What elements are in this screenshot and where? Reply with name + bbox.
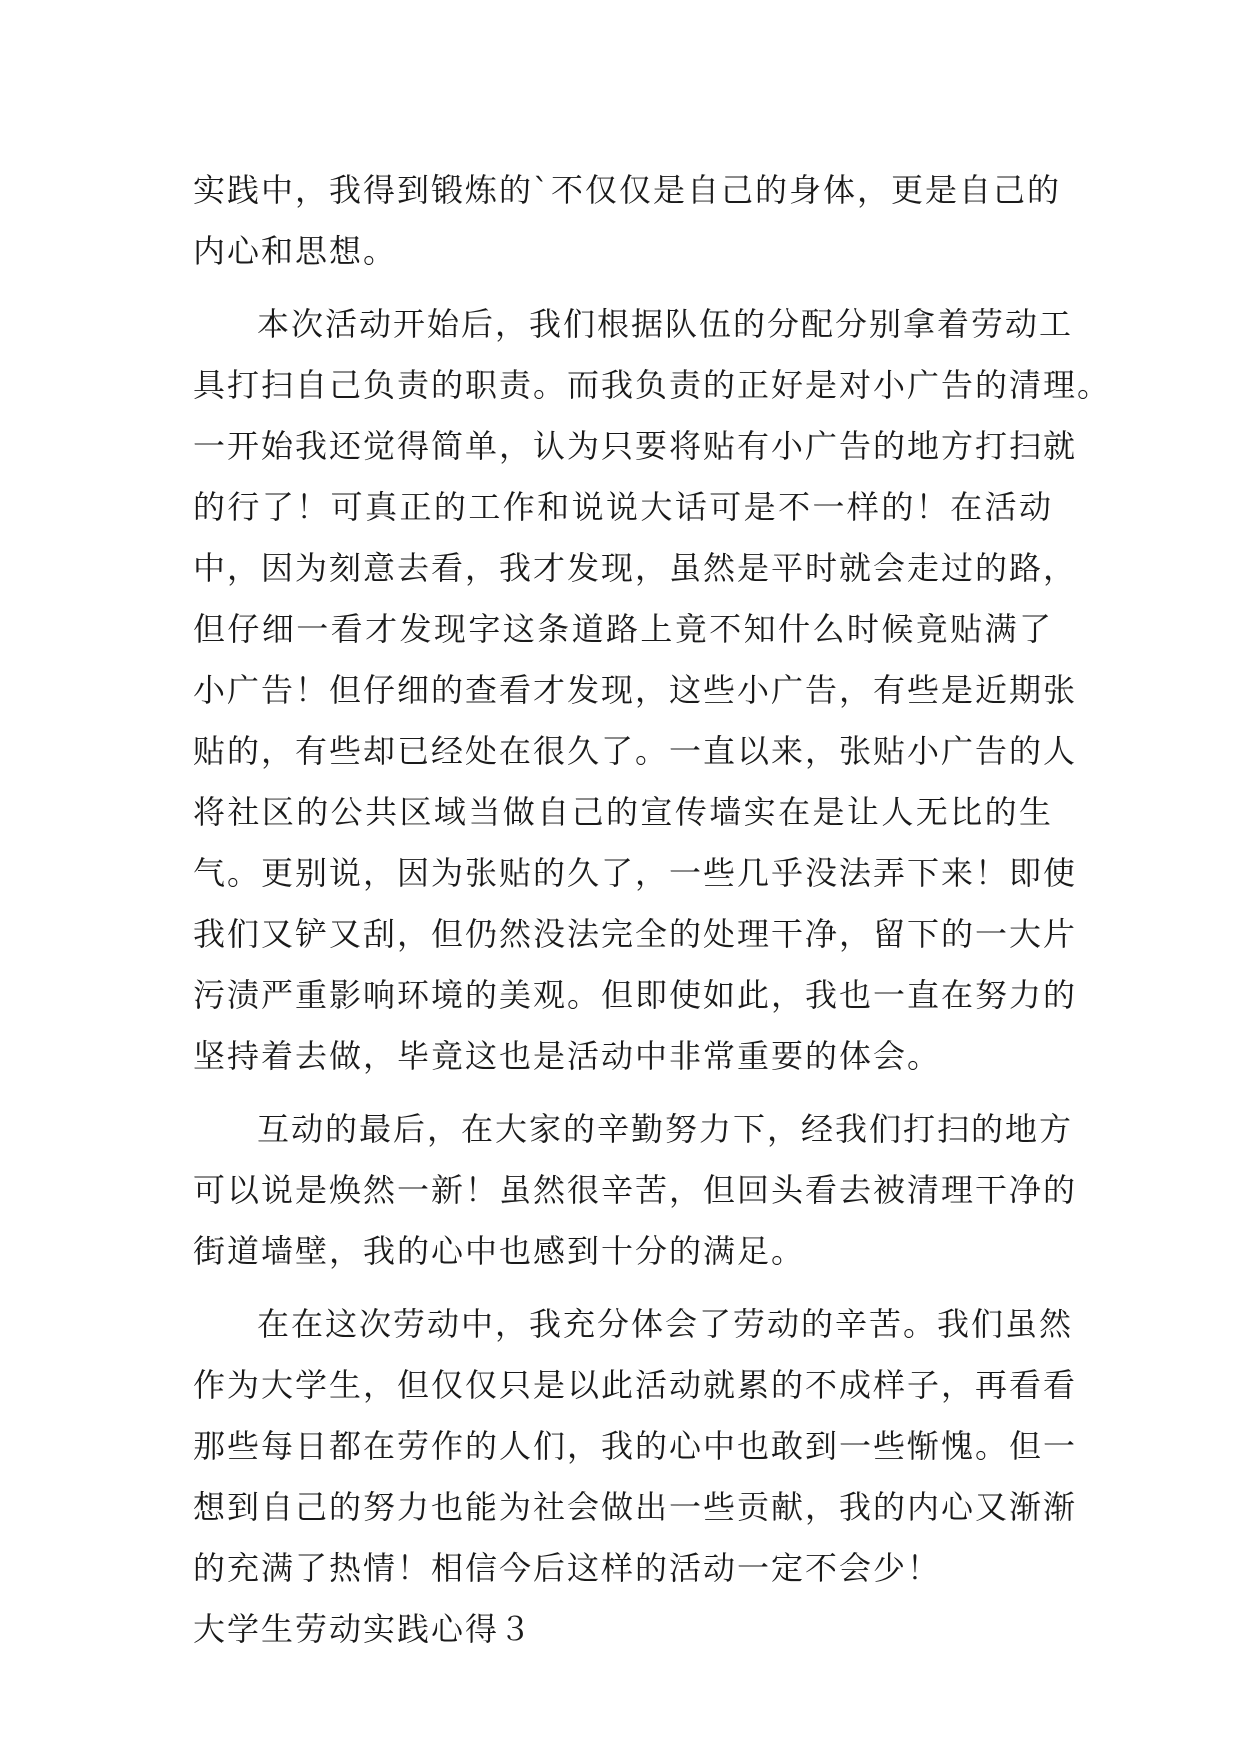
text-line: 想到自己的努力也能为社会做出一些贡献，我的内心又渐渐 xyxy=(193,1488,1078,1526)
paragraph-4 xyxy=(193,1294,1078,1599)
text-line: 的行了！可真正的工作和说说大话可是不一样的！在活动 xyxy=(193,488,1053,526)
text-line: 贴的，有些却已经处在很久了。一直以来，张贴小广告的人 xyxy=(193,732,1078,770)
text-line: 的充满了热情！相信今后这样的活动一定不会少！ xyxy=(193,1549,942,1587)
text-line: 我们又铲又刮，但仍然没法完全的处理干净，留下的一大片 xyxy=(193,915,1078,953)
text-line: 但仔细一看才发现字这条道路上竟不知什么时候竟贴满了 xyxy=(193,610,1053,648)
text-line: 中，因为刻意去看，我才发现，虽然是平时就会走过的路， xyxy=(193,549,1078,587)
text-line: 气。更别说，因为张贴的久了，一些几乎没法弄下来！即使 xyxy=(193,854,1078,892)
text-line: 那些每日都在劳作的人们，我的心中也敢到一些惭愧。但一 xyxy=(193,1427,1078,1465)
text-line: 实践中，我得到锻炼的`不仅仅是自己的身体，更是自己的 xyxy=(193,171,1062,209)
text-line: 本次活动开始后，我们根据队伍的分配分别拿着劳动工 xyxy=(257,305,1074,343)
text-line: 互动的最后，在大家的辛勤努力下，经我们打扫的地方 xyxy=(257,1110,1074,1148)
paragraph-2 xyxy=(193,294,1112,1087)
text-line: 小广告！但仔细的查看才发现，这些小广告，有些是近期张 xyxy=(193,671,1078,709)
text-line: 作为大学生，但仅仅只是以此活动就累的不成样子，再看看 xyxy=(193,1366,1078,1404)
paragraph-1 xyxy=(193,160,1062,282)
text-line: 具打扫自己负责的职责。而我负责的正好是对小广告的清理。 xyxy=(193,366,1112,404)
section-heading: 大学生劳动实践心得３ xyxy=(193,1610,534,1648)
text-line: 可以说是焕然一新！虽然很辛苦，但回头看去被清理干净的 xyxy=(193,1171,1078,1209)
text-line: 将社区的公共区域当做自己的宣传墙实在是让人无比的生 xyxy=(193,793,1053,831)
text-line: 内心和思想。 xyxy=(193,232,398,270)
text-line: 在在这次劳动中，我充分体会了劳动的辛苦。我们虽然 xyxy=(257,1305,1074,1343)
paragraph-3 xyxy=(193,1099,1078,1282)
text-line: 一开始我还觉得简单，认为只要将贴有小广告的地方打扫就 xyxy=(193,427,1078,465)
document-body xyxy=(193,160,1112,1659)
text-line: 污渍严重影响环境的美观。但即使如此，我也一直在努力的 xyxy=(193,976,1078,1014)
text-line: 街道墙壁，我的心中也感到十分的满足。 xyxy=(193,1232,806,1270)
text-line: 坚持着去做，毕竟这也是活动中非常重要的体会。 xyxy=(193,1037,942,1075)
